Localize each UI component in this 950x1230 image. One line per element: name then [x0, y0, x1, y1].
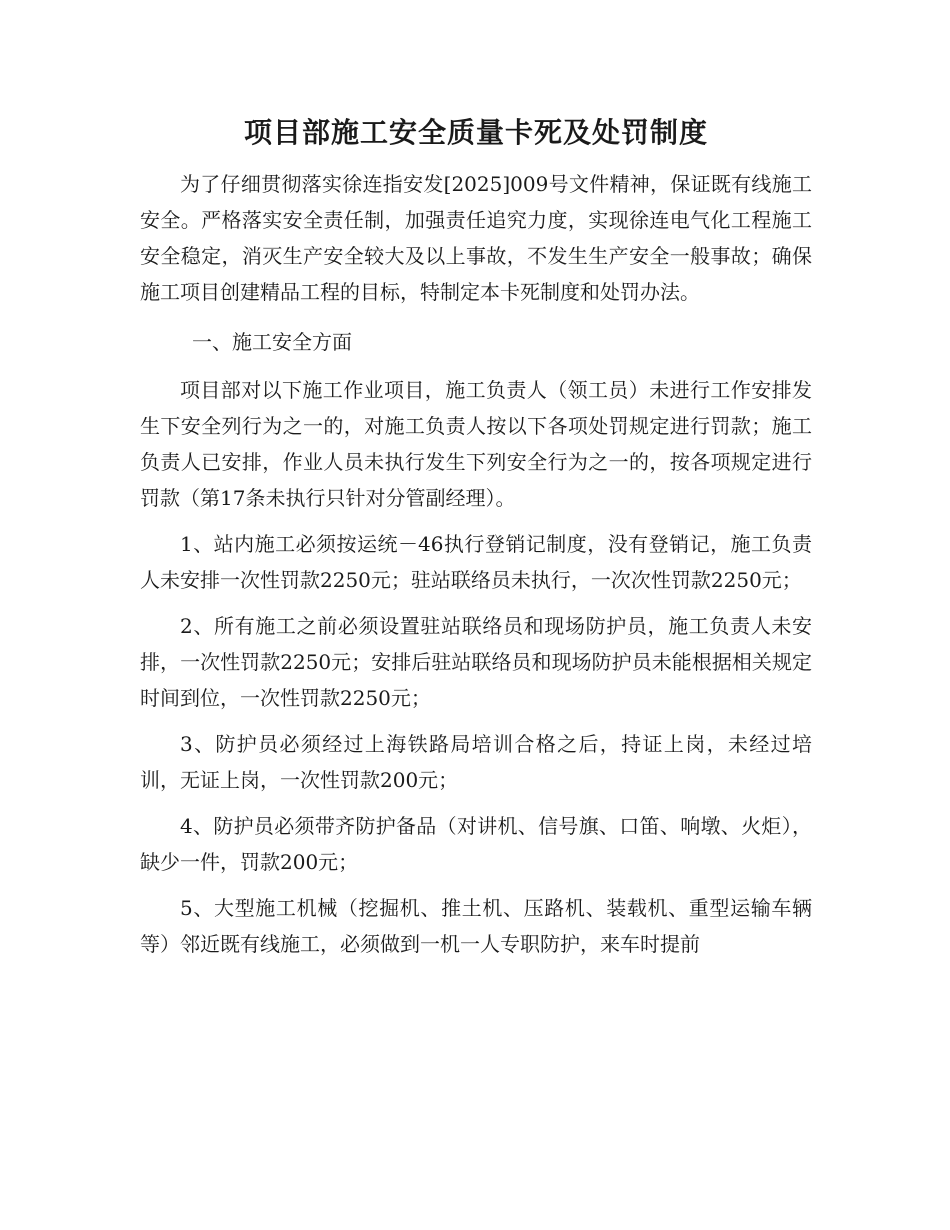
rule-item-3: 3、防护员必须经过上海铁路局培训合格之后，持证上岗，未经过培训，无证上岗，一次性罚款200元；	[140, 732, 812, 792]
rule-item-2: 2、所有施工之前必须设置驻站联络员和现场防护员，施工负责人未安排，一次性罚款2250元；安排后驻站联络员和现场防护员未能根据相关规定时间到位，一次性罚款2250元；	[140, 614, 812, 710]
document-body	[140, 110, 812, 962]
section-heading-safety: 一、施工安全方面	[192, 330, 352, 354]
section-intro-paragraph: 项目部对以下施工作业项目，施工负责人（领工员）未进行工作安排发生下安全列行为之一的，对施工负责人按以下各项处罚规定进行罚款；施工负责人已安排，作业人员未执行发生下列安全行为之一的，按各项规定进行罚款（第17条未执行只针对分管副经理）。	[140, 378, 812, 510]
intro-paragraph: 为了仔细贯彻落实徐连指安发[2025]009号文件精神，保证既有线施工安全。严格落实安全责任制，加强责任追究力度，实现徐连电气化工程施工安全稳定，消灭生产安全较大及以上事故，不发生生产安全一般事故；确保施工项目创建精品工程的目标，特制定本卡死制度和处罚办法。	[140, 172, 812, 304]
document-title: 项目部施工安全质量卡死及处罚制度	[243, 116, 708, 149]
rule-item-4: 4、防护员必须带齐防护备品（对讲机、信号旗、口笛、响墩、火炬），缺少一件，罚款200元；	[140, 814, 812, 874]
rule-item-5: 5、大型施工机械（挖掘机、推土机、压路机、装载机、重型运输车辆等）邻近既有线施工，必须做到一机一人专职防护，来车时提前	[140, 896, 812, 956]
rule-item-1: 1、站内施工必须按运统－46执行登销记制度，没有登销记，施工负责人未安排一次性罚款2250元；驻站联络员未执行，一次次性罚款2250元；	[140, 532, 812, 592]
